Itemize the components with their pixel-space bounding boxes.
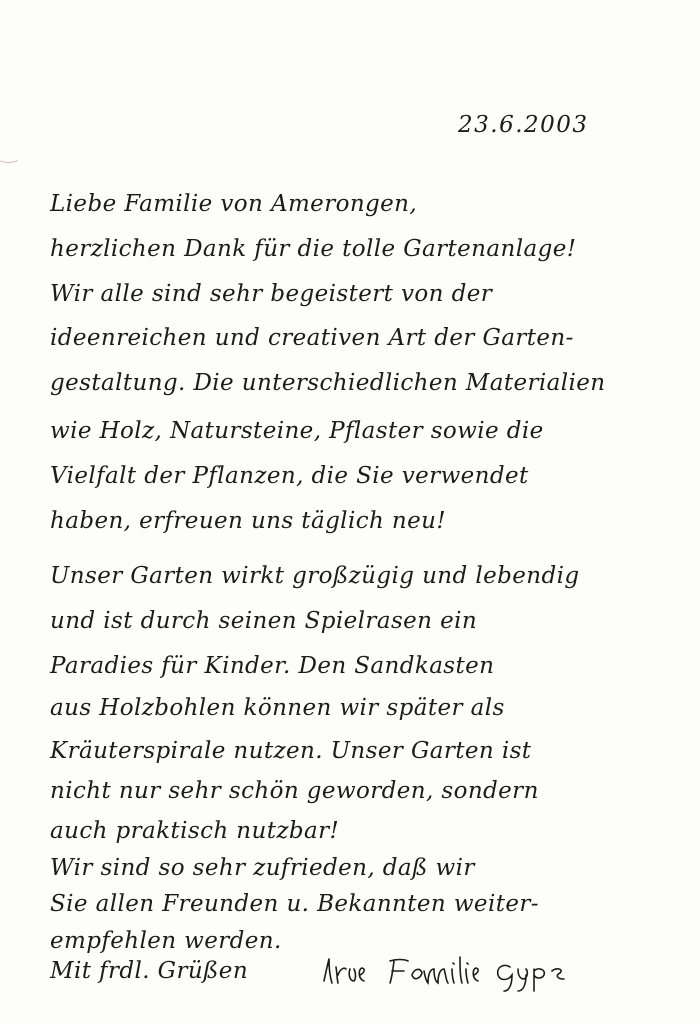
letter-line: Wir alle sind sehr begeistert von der: [50, 281, 493, 307]
letter-line: Wir sind so sehr zufrieden, daß wir: [50, 855, 475, 881]
letter-date: 23.6.2003: [458, 112, 589, 138]
letter-line: haben, erfreuen uns täglich neu!: [50, 508, 446, 534]
handwritten-signature: [320, 953, 590, 993]
letter-line: und ist durch seinen Spielrasen ein: [50, 608, 478, 634]
paper-edge-mark: [0, 112, 37, 170]
letter-line: nicht nur sehr schön geworden, sondern: [50, 778, 539, 804]
letter-line: Liebe Familie von Amerongen,: [50, 191, 418, 217]
letter-line: Paradies für Kinder. Den Sandkasten: [50, 653, 495, 679]
letter-line: empfehlen werden.: [50, 928, 282, 954]
letter-line: Vielfalt der Pflanzen, die Sie verwendet: [50, 463, 529, 489]
letter-line: Sie allen Freunden u. Bekannten weiter-: [50, 891, 539, 917]
letter-line: aus Holzbohlen können wir später als: [50, 695, 505, 721]
letter-line: auch praktisch nutzbar!: [50, 818, 340, 844]
letter-line: wie Holz, Natursteine, Pflaster sowie die: [50, 418, 544, 444]
letter-line: gestaltung. Die unterschiedlichen Materialien: [50, 370, 606, 396]
letter-line: Mit frdl. Grüßen: [50, 958, 249, 984]
letter-line: ideenreichen und creativen Art der Garten-: [50, 325, 574, 351]
letter-line: herzlichen Dank für die tolle Gartenanlage!: [50, 236, 577, 262]
signature-drawing: [320, 953, 590, 993]
letter-line: Kräuterspirale nutzen. Unser Garten ist: [50, 738, 532, 764]
letter-line: Unser Garten wirkt großzügig und lebendig: [50, 563, 580, 589]
